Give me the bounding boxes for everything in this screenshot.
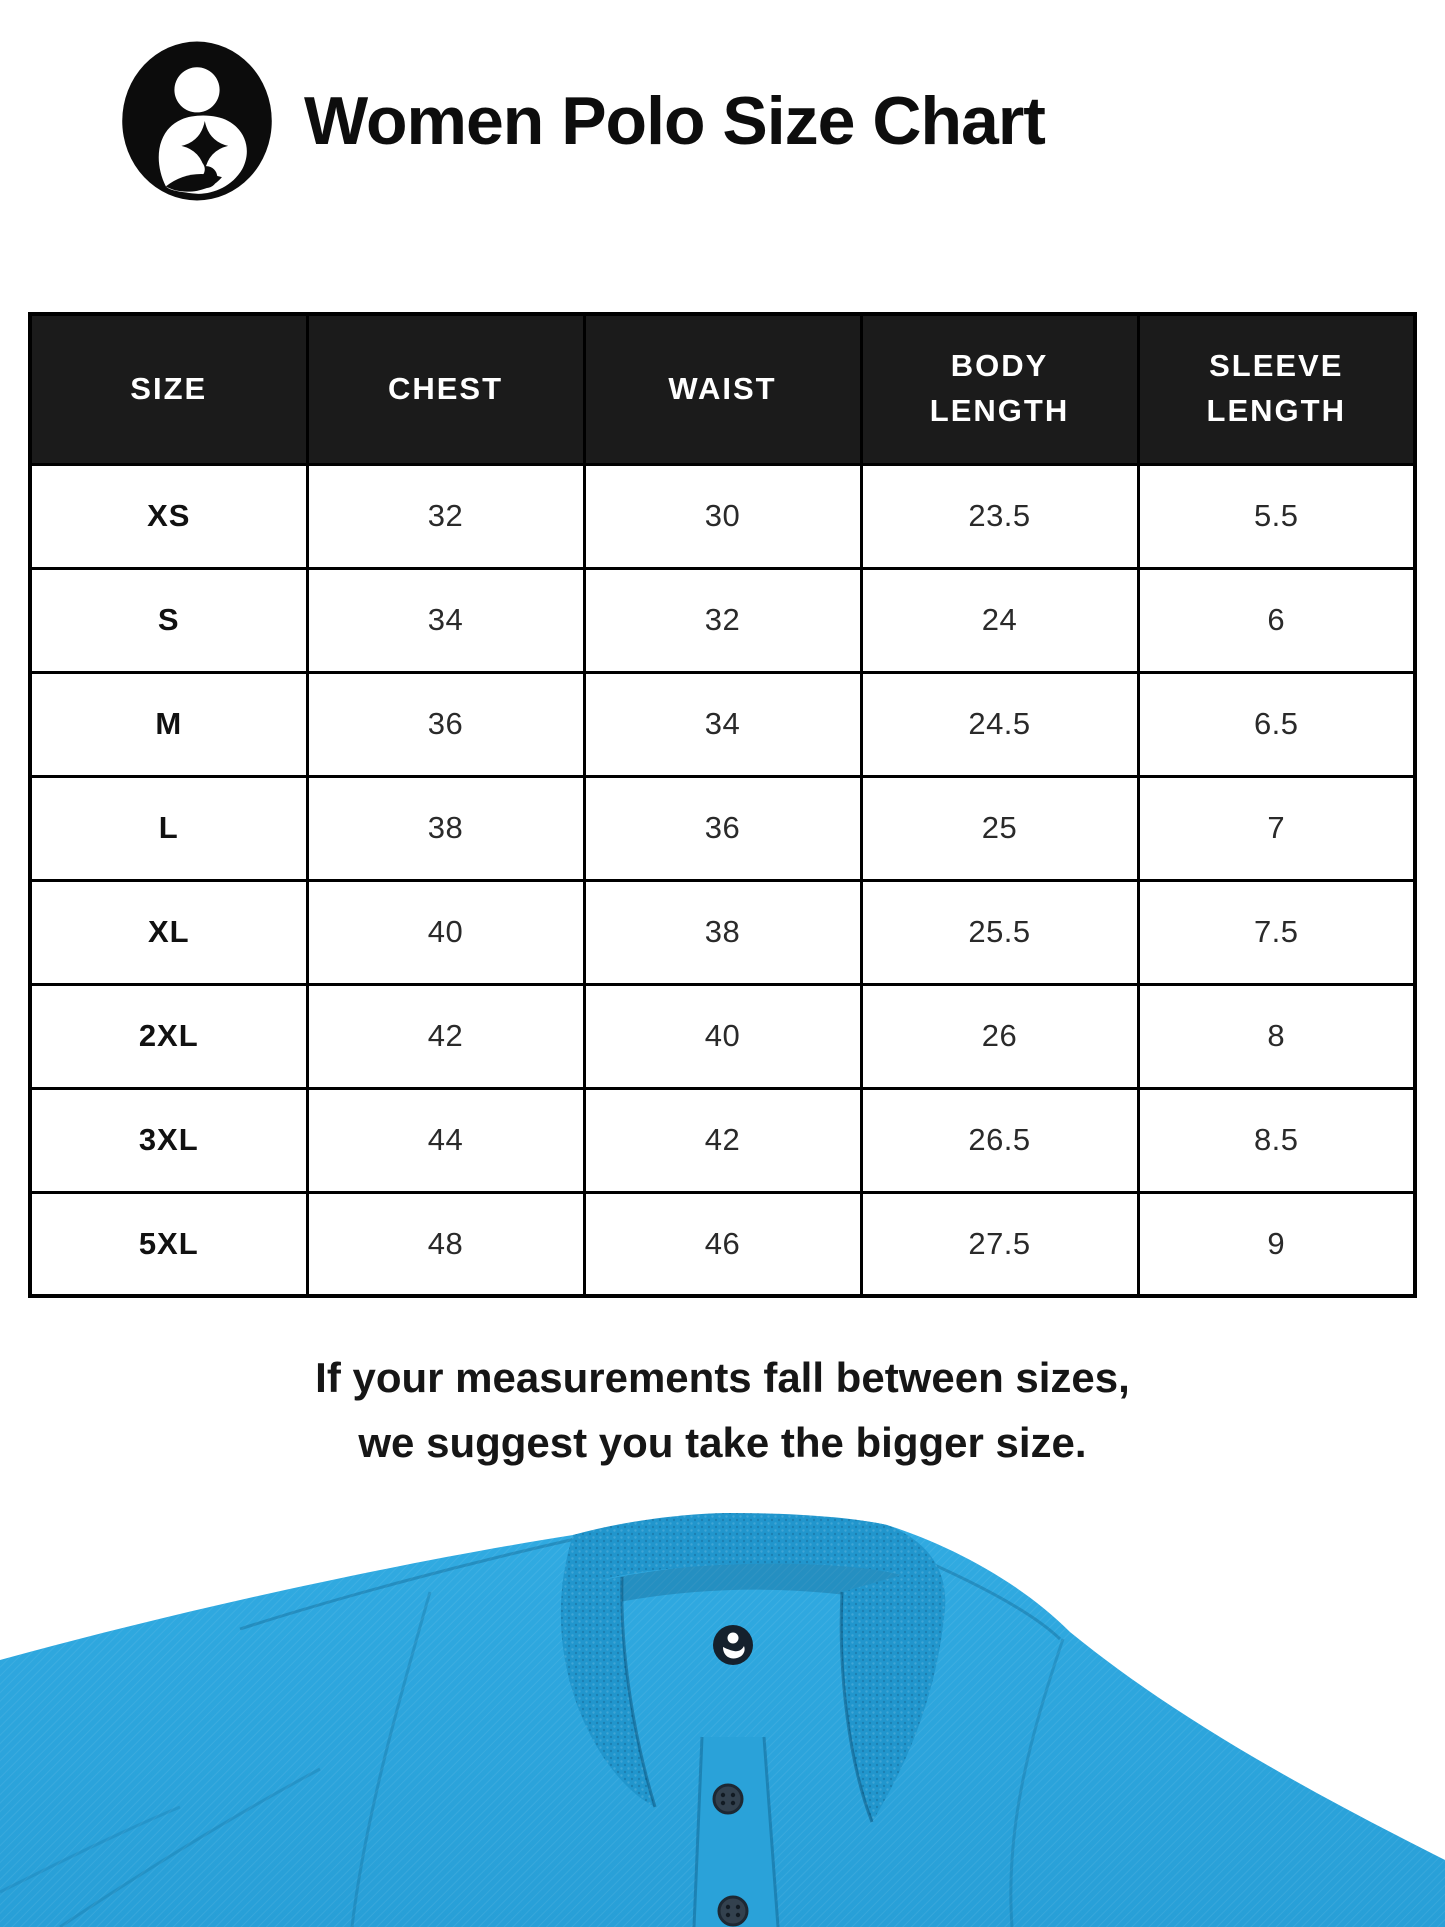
size-cell: S [30, 568, 307, 672]
body-length-cell: 26.5 [861, 1088, 1138, 1192]
table-row-2xl [30, 984, 1415, 1088]
waist-cell: 36 [584, 776, 861, 880]
neck-label [713, 1625, 753, 1665]
column-header-size: SIZE [30, 314, 307, 464]
column-header-waist: WAIST [584, 314, 861, 464]
sleeve-length-cell: 8 [1138, 984, 1415, 1088]
chest-cell: 32 [307, 464, 584, 568]
table-row-s [30, 568, 1415, 672]
column-header-body-length: BODY LENGTH [861, 314, 1138, 464]
sleeve-length-cell: 9 [1138, 1192, 1415, 1296]
sizing-note-line2: we suggest you take the bigger size. [358, 1419, 1087, 1467]
waist-cell: 42 [584, 1088, 861, 1192]
sleeve-length-cell: 7 [1138, 776, 1415, 880]
waist-cell: 32 [584, 568, 861, 672]
sizing-note [0, 1345, 1445, 1475]
table-row-xs [30, 464, 1415, 568]
waist-cell: 30 [584, 464, 861, 568]
chest-cell: 44 [307, 1088, 584, 1192]
sleeve-length-cell: 6 [1138, 568, 1415, 672]
chest-cell: 36 [307, 672, 584, 776]
polo-button-top [714, 1785, 742, 1813]
sleeve-length-cell: 5.5 [1138, 464, 1415, 568]
waist-cell: 38 [584, 880, 861, 984]
sizing-note-line1: If your measurements fall between sizes, [315, 1354, 1130, 1401]
column-header-sleeve-length: SLEEVE LENGTH [1138, 314, 1415, 464]
body-length-cell: 24.5 [861, 672, 1138, 776]
brand-header [118, 40, 1045, 202]
size-cell: XS [30, 464, 307, 568]
brand-logo-icon [118, 40, 276, 202]
size-cell: XL [30, 880, 307, 984]
chest-cell: 42 [307, 984, 584, 1088]
chest-cell: 34 [307, 568, 584, 672]
table-row-l [30, 776, 1415, 880]
body-length-cell: 25 [861, 776, 1138, 880]
waist-cell: 34 [584, 672, 861, 776]
table-row-m [30, 672, 1415, 776]
body-length-cell: 27.5 [861, 1192, 1138, 1296]
body-length-cell: 25.5 [861, 880, 1138, 984]
size-cell: L [30, 776, 307, 880]
size-cell: 2XL [30, 984, 307, 1088]
body-length-cell: 24 [861, 568, 1138, 672]
polo-placket [694, 1737, 778, 1927]
polo-button-bottom [719, 1897, 747, 1925]
waist-cell: 40 [584, 984, 861, 1088]
body-length-cell: 23.5 [861, 464, 1138, 568]
chest-cell: 38 [307, 776, 584, 880]
waist-cell: 46 [584, 1192, 861, 1296]
sleeve-length-cell: 7.5 [1138, 880, 1415, 984]
sleeve-length-cell: 6.5 [1138, 672, 1415, 776]
page-title: Women Polo Size Chart [304, 83, 1045, 159]
size-chart-table [28, 312, 1417, 1298]
body-length-cell: 26 [861, 984, 1138, 1088]
table-row-xl [30, 880, 1415, 984]
table-row-3xl [30, 1088, 1415, 1192]
size-cell: 5XL [30, 1192, 307, 1296]
size-cell: M [30, 672, 307, 776]
chest-cell: 40 [307, 880, 584, 984]
table-row-5xl [30, 1192, 1415, 1296]
size-cell: 3XL [30, 1088, 307, 1192]
column-header-chest: CHEST [307, 314, 584, 464]
sleeve-length-cell: 8.5 [1138, 1088, 1415, 1192]
table-header-row [30, 314, 1415, 464]
polo-shirt-photo [0, 1497, 1445, 1927]
chest-cell: 48 [307, 1192, 584, 1296]
